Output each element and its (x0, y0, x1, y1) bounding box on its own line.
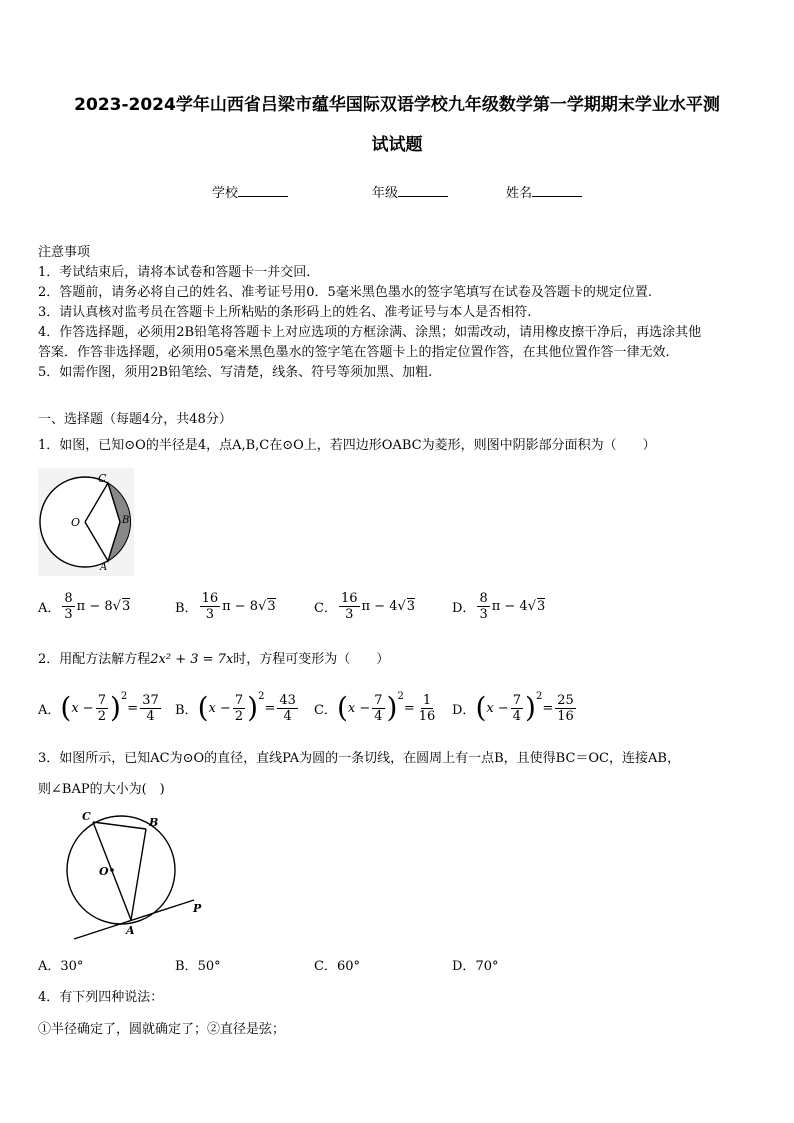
q1-label-o: O (71, 516, 81, 529)
paren-open: ( (197, 691, 209, 724)
q1-option-b[interactable] (175, 588, 276, 624)
q2-option-c[interactable] (314, 690, 439, 726)
paren-open: ( (336, 691, 348, 724)
numerator: 7 (512, 692, 522, 708)
option-letter: C． (314, 600, 337, 616)
option-value: 70° (475, 959, 499, 974)
q2-options (38, 690, 758, 734)
q1-option-d[interactable] (452, 588, 545, 624)
denominator: 2 (97, 708, 106, 724)
paren-open: ( (60, 691, 72, 724)
numerator: 25 (557, 692, 574, 708)
q3-label-a: A (126, 924, 135, 937)
q3-figure (66, 808, 216, 944)
q1-label-c: C (98, 472, 107, 485)
q1-figure (38, 468, 134, 576)
fraction (339, 591, 360, 622)
numerator: 7 (234, 692, 244, 708)
numerator: 7 (97, 692, 106, 708)
fraction (372, 693, 384, 724)
q1-stem: 1．如图，已知⊙O的半径是4，点A,B,C在⊙O上，若四边形OABC为菱形，则图中阴影部分面积为（ ） (38, 438, 656, 453)
q3-label-p: P (193, 902, 202, 915)
q3-label-o: O (99, 865, 109, 878)
q1-label-a: A (100, 562, 108, 573)
school-label: 学校 (212, 186, 239, 201)
option-var: x − (486, 700, 509, 716)
numerator: 16 (340, 590, 358, 606)
option-letter: B． (175, 959, 198, 974)
exponent: 2 (535, 690, 543, 702)
q3-label-c: C (82, 810, 91, 823)
equals-sign: = (127, 700, 139, 716)
name-blank (532, 184, 582, 197)
q2-stem (38, 650, 758, 670)
notice-item: 4．作答选择题，必须用2B铅笔将答题卡上对应选项的方框涂满、涂黑；如需改动，请用橡皮擦干净后，再选涂其他 (38, 325, 702, 340)
fraction (233, 693, 245, 724)
sqrt-symbol: √ (258, 598, 267, 614)
q4-stem: 4．有下列四种说法： (38, 990, 164, 1005)
option-letter: D． (452, 702, 476, 718)
numerator: 43 (279, 692, 296, 708)
grade-label: 年级 (372, 186, 399, 201)
fraction (140, 693, 161, 724)
exponent: 2 (120, 690, 128, 702)
denominator: 4 (512, 708, 522, 724)
q3-stem-line2: 则∠BAP的大小为( ) (38, 782, 165, 797)
option-letter: A． (38, 959, 61, 974)
fraction (417, 693, 438, 724)
notice-item: 3．请认真核对监考员在答题卡上所粘贴的条形码上的姓名、准考证号与本人是否相符. (38, 305, 532, 320)
notice-item: 2．答题前，请务必将自己的姓名、准考证号用0．5毫米黑色墨水的签字笔填写在试卷及答题卡的规定位置. (38, 285, 652, 300)
numerator: 8 (479, 590, 488, 606)
section-heading: 一、选择题（每题4分，共48分） (38, 412, 232, 427)
exponent: 2 (397, 690, 404, 702)
equals-sign: = (264, 700, 276, 716)
sqrt-symbol: √ (397, 598, 406, 614)
q3-stem-line1: 3．如图所示，已知AC为⊙O的直径，直线PA为圆的一条切线，在圆周上有一点B，且使得BC＝OC，连接AB， (38, 751, 680, 766)
option-var: x − (208, 700, 231, 716)
radicand: 3 (267, 599, 276, 614)
paren-close: ) (525, 691, 536, 724)
q2-equation: 2x² + 3 = 7x (150, 652, 234, 667)
numerator: 1 (422, 692, 432, 708)
denominator: 3 (479, 606, 488, 622)
q3-label-b: B (149, 816, 159, 829)
paren-open: ( (475, 691, 487, 724)
option-expr: π − 8 (76, 598, 113, 614)
option-expr: π − 8 (222, 598, 259, 614)
school-blank (238, 184, 288, 197)
paren-close: ) (247, 691, 259, 724)
notice-section (38, 243, 758, 383)
option-letter: A． (38, 600, 61, 616)
name-label: 姓名 (506, 186, 533, 201)
option-letter: C． (314, 959, 337, 974)
option-var: x − (71, 700, 94, 716)
fraction (477, 591, 489, 622)
q3-option-b[interactable] (175, 957, 221, 977)
q1-option-c[interactable] (314, 588, 415, 624)
q4-line1: ①半径确定了，圆就确定了；②直径是弦； (38, 1022, 286, 1037)
radicand: 3 (406, 599, 416, 614)
option-letter: B． (175, 702, 198, 718)
option-expr: π − 4 (491, 598, 528, 614)
paren-close: ) (386, 691, 398, 724)
fraction (96, 693, 108, 724)
option-var: x − (347, 700, 371, 716)
sqrt-symbol: √ (112, 598, 121, 614)
q2-option-a[interactable] (38, 690, 163, 726)
fraction (62, 591, 74, 622)
denominator: 16 (557, 708, 574, 724)
q2-stem-pre: 2．用配方法解方程 (38, 652, 151, 667)
notice-item: 5．如需作图，须用2B铅笔绘、写清楚，线条、符号等须加黑、加粗. (38, 365, 433, 380)
school-field (212, 182, 288, 201)
fraction (511, 693, 523, 724)
sqrt-symbol: √ (527, 598, 536, 614)
numerator: 8 (64, 590, 73, 606)
paren-close: ) (109, 691, 121, 724)
fraction (555, 693, 576, 724)
notice-item: 1．考试结束后，请将本试卷和答题卡一并交回. (38, 265, 311, 280)
numerator: 16 (201, 590, 219, 606)
q2-option-b[interactable] (175, 690, 300, 726)
q3-option-a[interactable] (38, 957, 83, 977)
name-field (506, 182, 582, 201)
q1-option-a[interactable] (38, 588, 130, 624)
denominator: 4 (374, 708, 383, 724)
grade-field (372, 182, 448, 201)
denominator: 3 (64, 606, 73, 622)
equals-sign: = (403, 700, 415, 716)
q3-option-d[interactable] (452, 957, 498, 977)
q2-option-d[interactable] (452, 690, 578, 726)
q3-option-c[interactable] (314, 957, 360, 977)
option-letter: C． (314, 702, 337, 718)
equals-sign: = (542, 700, 554, 716)
option-value: 60° (336, 959, 360, 974)
option-letter: B． (175, 600, 198, 616)
fraction (277, 693, 298, 724)
denominator: 3 (205, 606, 214, 622)
denominator: 4 (283, 708, 292, 724)
denominator: 4 (146, 708, 155, 724)
exponent: 2 (258, 690, 265, 702)
radicand: 3 (121, 599, 131, 614)
q2-stem-post: 时，方程可变形为（ ） (233, 652, 390, 667)
denominator: 16 (418, 708, 436, 724)
q3-stem (38, 749, 768, 800)
notice-item: 答案．作答非选择题，必须用05毫米黑色墨水的签字笔在答题卡上的指定位置作答，在其他位置作答一律无效. (38, 345, 670, 360)
q1-label-b: B (122, 515, 130, 526)
option-letter: A． (38, 702, 61, 718)
page-title: 2023-2024学年山西省吕梁市蕴华国际双语学校九年级数学第一学期期末学业水平测 (74, 95, 720, 115)
option-value: 50° (197, 959, 221, 974)
radicand: 3 (537, 599, 546, 614)
numerator: 7 (374, 692, 383, 708)
notice-heading: 注意事项 (38, 245, 91, 260)
option-letter: D． (452, 959, 476, 974)
denominator: 3 (345, 606, 354, 622)
option-expr: π − 4 (361, 598, 398, 614)
grade-blank (398, 184, 448, 197)
fraction (200, 591, 221, 622)
option-letter: D． (452, 600, 476, 616)
page-title-line2: 试试题 (371, 135, 423, 155)
option-value: 30° (60, 959, 84, 974)
denominator: 2 (234, 708, 244, 724)
numerator: 37 (142, 692, 159, 708)
